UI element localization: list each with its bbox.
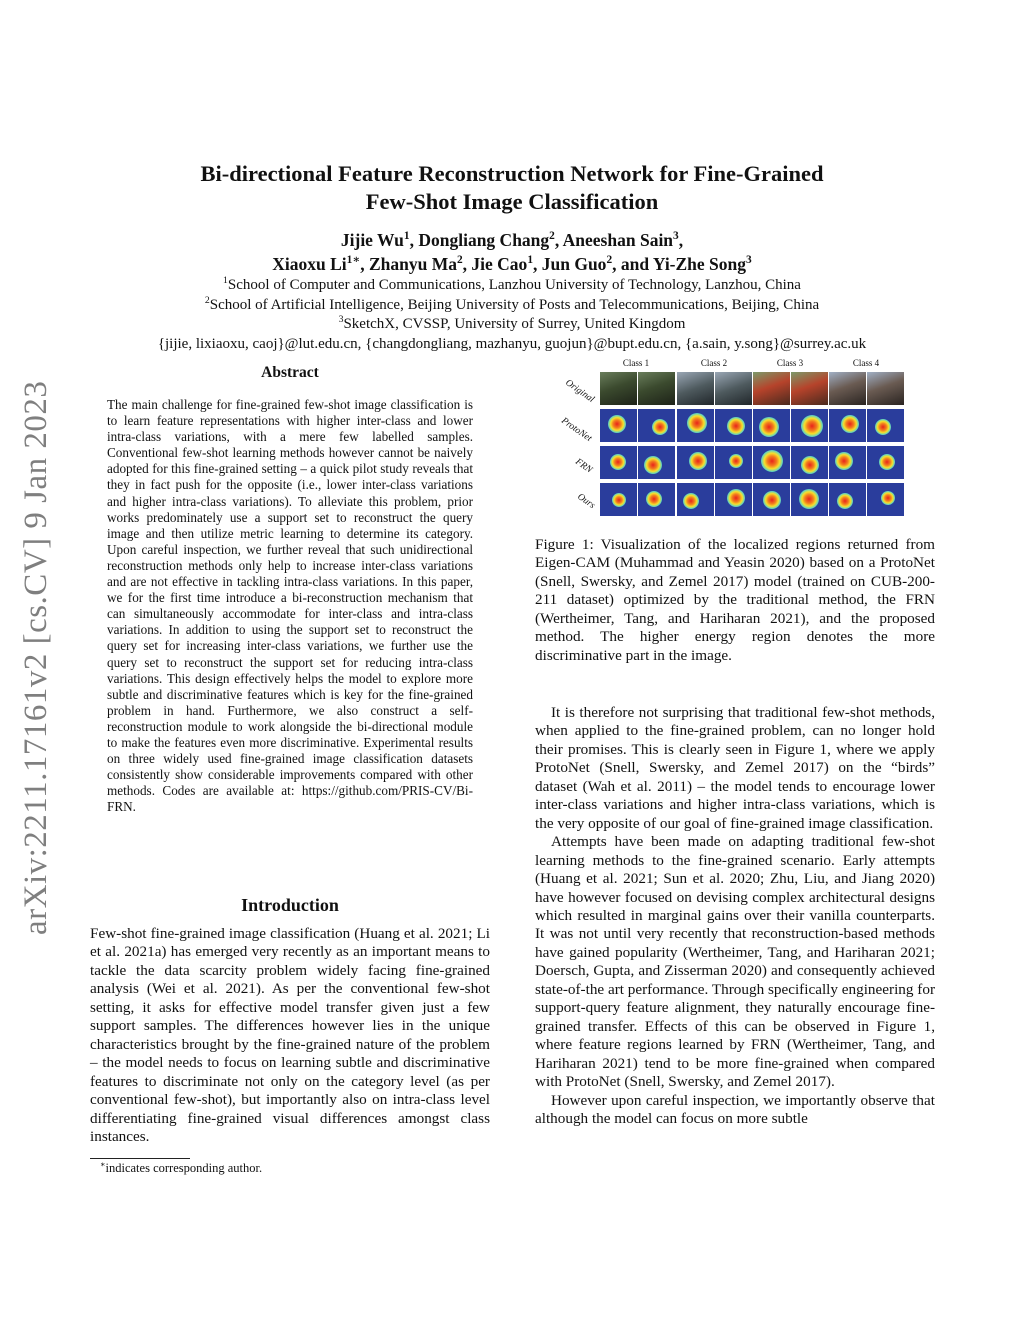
footnote xyxy=(100,1161,262,1176)
heatmap-image xyxy=(867,483,904,516)
heat-region xyxy=(881,491,895,505)
author-name: Zhanyu Ma xyxy=(368,254,457,274)
body-paragraph: However upon careful inspection, we importantly observe that although the model can focus on more subtle xyxy=(535,1091,935,1127)
bird-image xyxy=(791,372,828,405)
author-emails: {jijie, lixiaoxu, caoj}@lut.edu.cn, {changdongliang, mazhanyu, guojun}@bupt.edu.cn, {a.sain, y.song}@surrey.ac.uk xyxy=(157,335,867,352)
arxiv-identifier: arXiv:2211.17161v2 [cs.CV] 9 Jan 2023 xyxy=(18,380,54,935)
heat-region xyxy=(759,417,779,437)
heatmap-image xyxy=(715,409,752,442)
affil-mark: 3 xyxy=(338,314,344,325)
heatmap-image xyxy=(829,446,866,479)
footnote-text: indicates corresponding author. xyxy=(105,1161,263,1175)
introduction-body xyxy=(90,925,490,1146)
heatmap-image xyxy=(715,483,752,516)
heat-region xyxy=(727,489,745,507)
right-column-body xyxy=(535,704,935,1128)
figure-row-label: FRN xyxy=(573,457,594,476)
heatmap-image xyxy=(753,409,790,442)
heat-region xyxy=(610,454,626,470)
title-line-2: Few-Shot Image Classification xyxy=(365,189,659,214)
footnote-rule xyxy=(90,1158,190,1159)
figure-column-label: Class 4 xyxy=(852,358,880,368)
heatmap-image xyxy=(600,483,637,516)
author-affil-mark: 1 xyxy=(527,254,533,267)
heatmap-image xyxy=(791,483,828,516)
author-name: Dongliang Chang xyxy=(418,230,550,250)
heat-region xyxy=(652,419,668,435)
heat-region xyxy=(683,493,699,509)
figure-row-label: Original xyxy=(563,378,596,405)
title-line-1: Bi-directional Feature Reconstruction Network for Fine-Grained xyxy=(200,161,824,186)
heatmap-image xyxy=(677,409,714,442)
affil-text: School of Computer and Communications, Lanzhou University of Technology, Lanzhou, China xyxy=(227,277,801,293)
figure-1 xyxy=(535,358,935,528)
heatmap-image xyxy=(867,446,904,479)
author-affil-mark: 2 xyxy=(606,254,613,267)
author-affil-mark: 2 xyxy=(456,254,463,267)
affiliations xyxy=(90,276,934,354)
heatmap-image xyxy=(600,409,637,442)
heat-region xyxy=(801,415,823,437)
intro-paragraph: Few-shot fine-grained image classification (Huang et al. 2021; Li et al. 2021a) has emerged very recently as an important means to tackle the data scarcity problem widely facing fine-grained analysis (Wei et al. 2021). As per the conventional few-shot setting, it asks for effective model transfer given just a few support samples. The differences however lies in the unique characteristics brought by the fine-grained nature of the problem – the model needs to focus on learning subtle and discriminative features to discriminate not only on the category level (as per conventional few-shot), but importantly also on intra-class level differentiating fine-grained visual differences amongst class instances. xyxy=(90,925,490,1145)
bird-image xyxy=(638,372,675,405)
heat-region xyxy=(835,452,853,470)
affil-mark: 2 xyxy=(204,294,210,306)
heat-region xyxy=(646,491,662,507)
figure-row-label: ProtoNet xyxy=(559,416,594,444)
figure-column-label: Class 2 xyxy=(700,358,728,368)
footnote-mark: ∗ xyxy=(100,1159,106,1169)
heat-region xyxy=(841,415,859,433)
author-line-1: Jijie Wu$^1$, Dongliang Chang$^2$, Aneeshan Sain$^3$, xyxy=(340,230,684,250)
author-line-2: Xiaoxu $Li^{1∗}$, Zhanyu Ma$^2$, Jie Cao$^1$, Jun Guo$^2$, and Yi-Zhe Song$^3$ xyxy=(272,254,752,274)
author-name: Yi-Zhe Song xyxy=(652,254,747,274)
bird-image xyxy=(753,372,790,405)
affil-text: School of Artificial Intelligence, Beijing University of Posts and Telecommunications, Beijing, China xyxy=(209,296,820,313)
heatmap-image xyxy=(677,446,714,479)
bird-image xyxy=(600,372,637,405)
heat-region xyxy=(727,417,745,435)
figure-row-label: Ours xyxy=(575,492,597,512)
heat-region xyxy=(801,456,819,474)
heatmap-image xyxy=(638,446,675,479)
author-affil-mark: 3 xyxy=(746,254,752,267)
heatmap-image xyxy=(677,483,714,516)
paper-title xyxy=(90,160,934,216)
figure-column-label: Class 3 xyxy=(776,358,804,368)
heatmap-image xyxy=(867,409,904,442)
bird-image xyxy=(715,372,752,405)
abstract-heading: Abstract xyxy=(261,364,319,381)
heat-region xyxy=(763,491,781,509)
heatmap-image xyxy=(638,409,675,442)
figure-caption: Figure 1: Visualization of the localized regions returned from Eigen-CAM (Muhammad and Yeasin 2020) based on a ProtoNet (Snell, Swersky, and Zemel 2017) model (trained on CUB-200-211 dataset) optimized by the traditional method, the FRN (Wertheimer, Tang, and Hariharan 2021), and the proposed method. The higher energy region denotes the more discriminative part in the image. xyxy=(535,536,935,664)
affiliation xyxy=(90,315,934,335)
introduction-heading: Introduction xyxy=(241,895,339,915)
heat-region xyxy=(879,454,895,470)
heatmap-image xyxy=(638,483,675,516)
heatmap-image xyxy=(791,409,828,442)
affil-text: SketchX, CVSSP, University of Surrey, United Kingdom xyxy=(343,316,686,332)
heat-region xyxy=(837,493,853,509)
heat-region xyxy=(689,452,707,470)
body-paragraph: Attempts have been made on adapting traditional few-shot learning methods to the fine-grained scenario. Early attempts (Huang et al. 2021; Sun et al. 2020; Zhu, Liu, and Jiang 2020) have however focused on devising complex architectural designs which resulted in marginal gains over their vanilla counterparts. It was not until very recently that reconstruction-based methods have gained popularity (Wertheimer, Tang, and Hariharan 2021; Doersch, Gupta, and Zisserman 2020) and consequently achieved state-of-the art performance. Through specifically engineering for support-query feature alignment, they naturally encourage fine-grained transfer. Effects of this can be observed in Figure 1, where feature regions learned by FRN (Wertheimer, Tang, and Hariharan 2021) tend to be more fine-grained when compared with ProtoNet (Snell, Swersky, and Zemel 2017). xyxy=(535,833,935,1091)
author-affil-mark: 1 xyxy=(403,230,410,243)
affiliation xyxy=(90,296,934,316)
heat-region xyxy=(729,454,743,468)
bird-image xyxy=(677,372,714,405)
author-name: Jijie Wu xyxy=(340,230,404,250)
heatmap-image xyxy=(753,446,790,479)
body-paragraph: It is therefore not surprising that traditional few-shot methods, when applied to the fine-grained problem, can no longer hold their promises. This is clearly seen in Figure 1, where we apply ProtoNet (Snell, Swersky, and Zemel 2017) on the “birds” dataset (Wah et al. 2011) – the model tends to encourage lower inter-class variations and higher intra-class variations, which is the very opposite of our goal of fine-grained image classification. xyxy=(535,704,935,832)
heat-region xyxy=(612,493,626,507)
affiliation xyxy=(90,276,934,296)
heat-region xyxy=(608,415,626,433)
author-name: Jie Cao xyxy=(471,254,528,274)
heatmap-image xyxy=(829,409,866,442)
heatmap-image xyxy=(600,446,637,479)
abstract-text: The main challenge for fine-grained few-shot image classification is to learn feature representations with higher inter-class and lower intra-class variations, with a mere few labelled samples. Conventional few-shot learning methods however cannot be naively adopted for this fine-grained setting – a quick pilot study reveals that they in fact push for the opposite (i.e., lower inter-class variations and higher intra-class variations). To alleviate this problem, prior works predominately use a support set to reconstruct the query image and then utilize metric learning to determine its category. Upon careful inspection, we further reveal that such unidirectional reconstruction methods only help to increase inter-class variations and are not effective in tackling intra-class variations. In this paper, we for the first time introduce a bi-reconstruction mechanism that can simultaneously accommodate for inter-class and intra-class variations. In addition to using the support set to reconstruct the query set for increasing inter-class variations, we further use the query set to reconstruct the support set for reducing intra-class variations. This design effectively helps the model to explore more subtle and discriminative features which is key for the fine-grained problem in hand. Furthermore, we also construct a self-reconstruction module to work alongside the bi-directional module to make the features even more discriminative. Experimental results on three widely used fine-grained image classification datasets consistently show considerable improvements compared with other methods. Codes are available at: https://github.com/PRIS-CV/Bi-FRN. xyxy=(107,397,473,815)
heatmap-image xyxy=(791,446,828,479)
bird-image xyxy=(867,372,904,405)
bird-image xyxy=(829,372,866,405)
author-affil-mark: 2 xyxy=(549,230,555,243)
heat-region xyxy=(687,413,707,433)
heat-region xyxy=(761,450,783,472)
heatmap-image xyxy=(753,483,790,516)
heatmap-image xyxy=(715,446,752,479)
author-conjunction: and xyxy=(620,254,650,274)
figure-column-label: Class 1 xyxy=(622,358,650,368)
author-name: Jun Guo xyxy=(541,254,607,274)
heatmap-image xyxy=(829,483,866,516)
heat-region xyxy=(799,489,819,509)
heat-region xyxy=(875,419,891,435)
author-list xyxy=(90,228,934,276)
author-affil-mark: 3 xyxy=(673,230,679,243)
heat-region xyxy=(644,456,662,474)
affil-mark: 1 xyxy=(223,275,228,286)
author-affil-mark: 1∗ xyxy=(346,254,361,267)
author-name: Xiaoxu Li xyxy=(272,254,347,274)
author-name: Aneeshan Sain xyxy=(562,230,674,250)
